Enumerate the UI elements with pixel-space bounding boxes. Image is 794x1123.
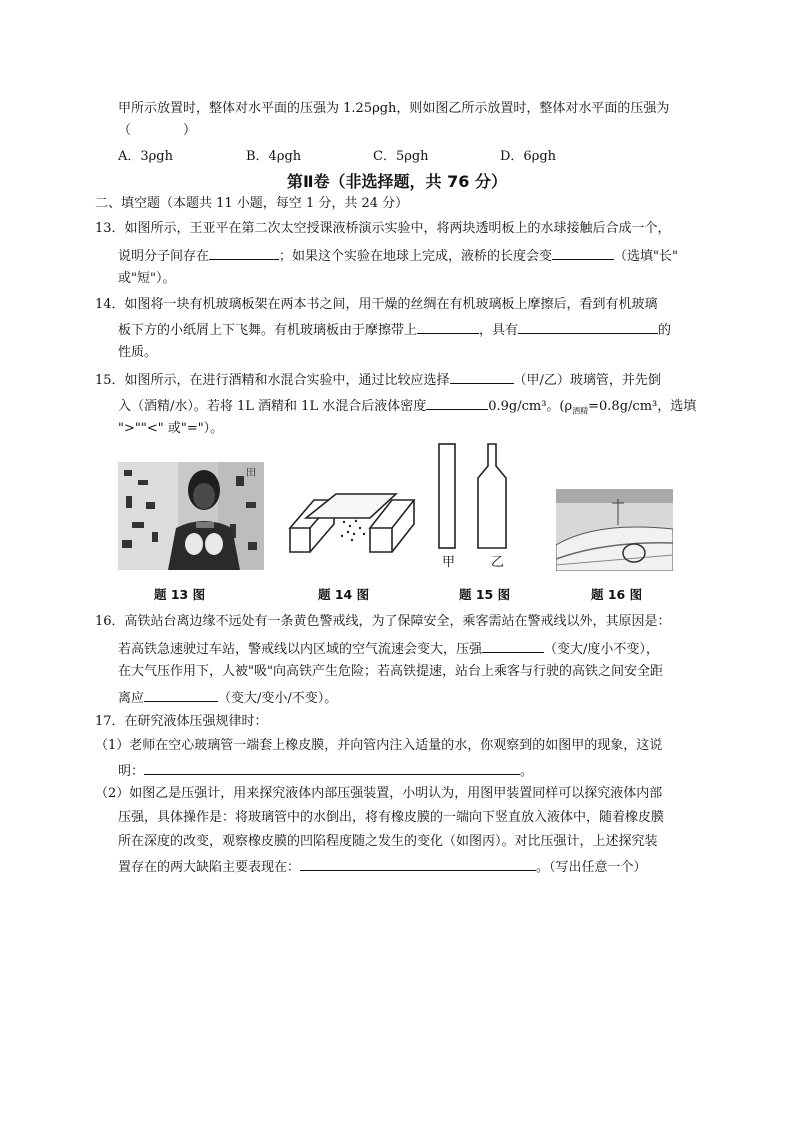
q12-option-c[interactable]: C．5ρgh — [373, 149, 429, 164]
q13-line1: 13．如图所示，王亚平在第二次太空授课液桥演示实验中，将两块透明板上的水球接触后合成一个， — [95, 221, 671, 236]
figure-13-caption: 题 13 图 — [154, 587, 206, 602]
q14-text-a: 板下方的小纸屑上下飞舞。有机玻璃板由于摩擦带上 — [118, 323, 418, 338]
q14-line2 — [118, 320, 671, 340]
q14-blank-1[interactable] — [417, 320, 479, 334]
q15-blank-2[interactable] — [426, 396, 488, 410]
q16-blank-2[interactable] — [144, 688, 218, 702]
q16-line3: 在大气压作用下，人被"吸"向高铁产生危险；若高铁提速，站台上乘客与行驶的高铁之间安全距 — [118, 664, 663, 679]
q17-blank-1[interactable] — [144, 761, 520, 775]
q16-text-b: （变大/度小不变）， — [544, 642, 659, 657]
q15-line3: ">""<" 或"="）。 — [118, 421, 224, 436]
q12-option-b[interactable]: B．4ρgh — [246, 149, 302, 164]
q16-text-c: 离应 — [118, 691, 145, 706]
q15-line1 — [95, 370, 661, 390]
q15-line2 — [118, 396, 696, 421]
q17-line1: 17．在研究液体压强规律时： — [95, 714, 268, 729]
q13-text-c: （选填"长" — [614, 249, 678, 264]
q15-blank-1[interactable] — [450, 370, 514, 384]
q16-line2 — [118, 639, 659, 659]
q13-blank-2[interactable] — [552, 246, 614, 260]
figure-16-photo — [556, 489, 673, 571]
figure-15-caption: 题 15 图 — [459, 587, 511, 602]
q17-text-a: 明： — [118, 764, 145, 779]
q13-blank-1[interactable] — [209, 246, 279, 260]
q16-line1: 16．高铁站台离边缘不远处有一条黄色警戒线，为了保障安全，乘客需站在警戒线以外，其原因是： — [95, 614, 671, 629]
figure-15-label-yi: 乙 — [491, 555, 505, 570]
q15-text-d: 0.9g/cm³。(ρ — [488, 399, 573, 414]
q12-line2: （ ） — [118, 123, 197, 138]
q17-part2-line4 — [118, 857, 647, 877]
q12-option-a[interactable]: A．3ρgh — [118, 149, 173, 164]
q16-blank-1[interactable] — [482, 639, 544, 653]
q14-line1: 14．如图将一块有机玻璃板架在两本书之间，用干燥的丝绸在有机玻璃板上摩擦后，看到有机玻璃 — [95, 297, 658, 312]
section-subtitle: 二、填空题（本题共 11 小题，每空 1 分，共 24 分） — [95, 196, 409, 211]
q14-blank-2[interactable] — [518, 320, 658, 334]
q14-line3: 性质。 — [118, 345, 158, 360]
q13-text-a: 说明分子间存在 — [118, 249, 210, 264]
q15-text-e: =0.8g/cm³，选填 — [588, 399, 697, 414]
svg-text:田: 田 — [246, 468, 256, 479]
q14-text-c: 的 — [658, 323, 672, 338]
q13-line3: 或"短"）。 — [118, 271, 176, 286]
q13-line2 — [118, 246, 678, 266]
q17-text-c: 置存在的两大缺陷主要表现在： — [118, 860, 301, 875]
figure-15-label-jia: 甲 — [442, 555, 456, 570]
q17-text-d: 。（写出任意一个） — [536, 860, 647, 875]
q12-line1: 甲所示放置时，整体对水平面的压强为 1.25ρgh，则如图乙所示放置时，整体对水平面的压强为 — [118, 101, 670, 116]
q14-text-b: ，具有 — [479, 323, 519, 338]
figure-14-caption: 题 14 图 — [318, 587, 370, 602]
q17-part2-line2: 压强，具体操作是：将玻璃管中的水倒出，将有橡皮膜的一端向下竖直放入液体中，随着橡皮膜 — [118, 810, 665, 825]
q16-line4 — [118, 688, 337, 708]
q16-text-a: 若高铁急速驶过车站，警戒线以内区域的空气流速会变大，压强 — [118, 642, 483, 657]
figure-14-diagram — [284, 488, 420, 568]
q17-part1-line1: （1）老师在空心玻璃管一端套上橡皮膜，并向管内注入适量的水，你观察到的如图甲的现象，这说 — [95, 738, 663, 753]
q16-text-d: （变大/变小/不变）。 — [218, 691, 338, 706]
q17-part2-line1: （2）如图乙是压强计，用来探究液体内部压强装置，小明认为，用图甲装置同样可以探究液体内部 — [95, 786, 663, 801]
q15-text-a: 15．如图所示，在进行酒精和水混合实验中，通过比较应选择 — [95, 373, 450, 388]
section-title: 第Ⅱ卷（非选择题，共 76 分） — [287, 172, 507, 191]
q17-blank-2[interactable] — [300, 857, 536, 871]
q12-option-d[interactable]: D．6ρgh — [500, 149, 557, 164]
figure-16-caption: 题 16 图 — [591, 587, 643, 602]
figure-13-photo — [118, 462, 264, 570]
q15-rho-subscript: 酒精 — [572, 406, 589, 416]
q13-text-b: ；如果这个实验在地球上完成，液桥的长度会变 — [279, 249, 553, 264]
q17-part2-line3: 所在深度的改变，观察橡皮膜的凹陷程度随之发生的变化（如图丙）。对比压强计，上述探究装 — [118, 834, 658, 849]
q15-text-b: （甲/乙）玻璃管，并先倒 — [513, 373, 661, 388]
q15-text-c: 入（酒精/水）。若将 1L 酒精和 1L 水混合后液体密度 — [118, 399, 427, 414]
q17-text-b: 。 — [520, 764, 534, 779]
q17-part1-line2 — [118, 761, 533, 781]
